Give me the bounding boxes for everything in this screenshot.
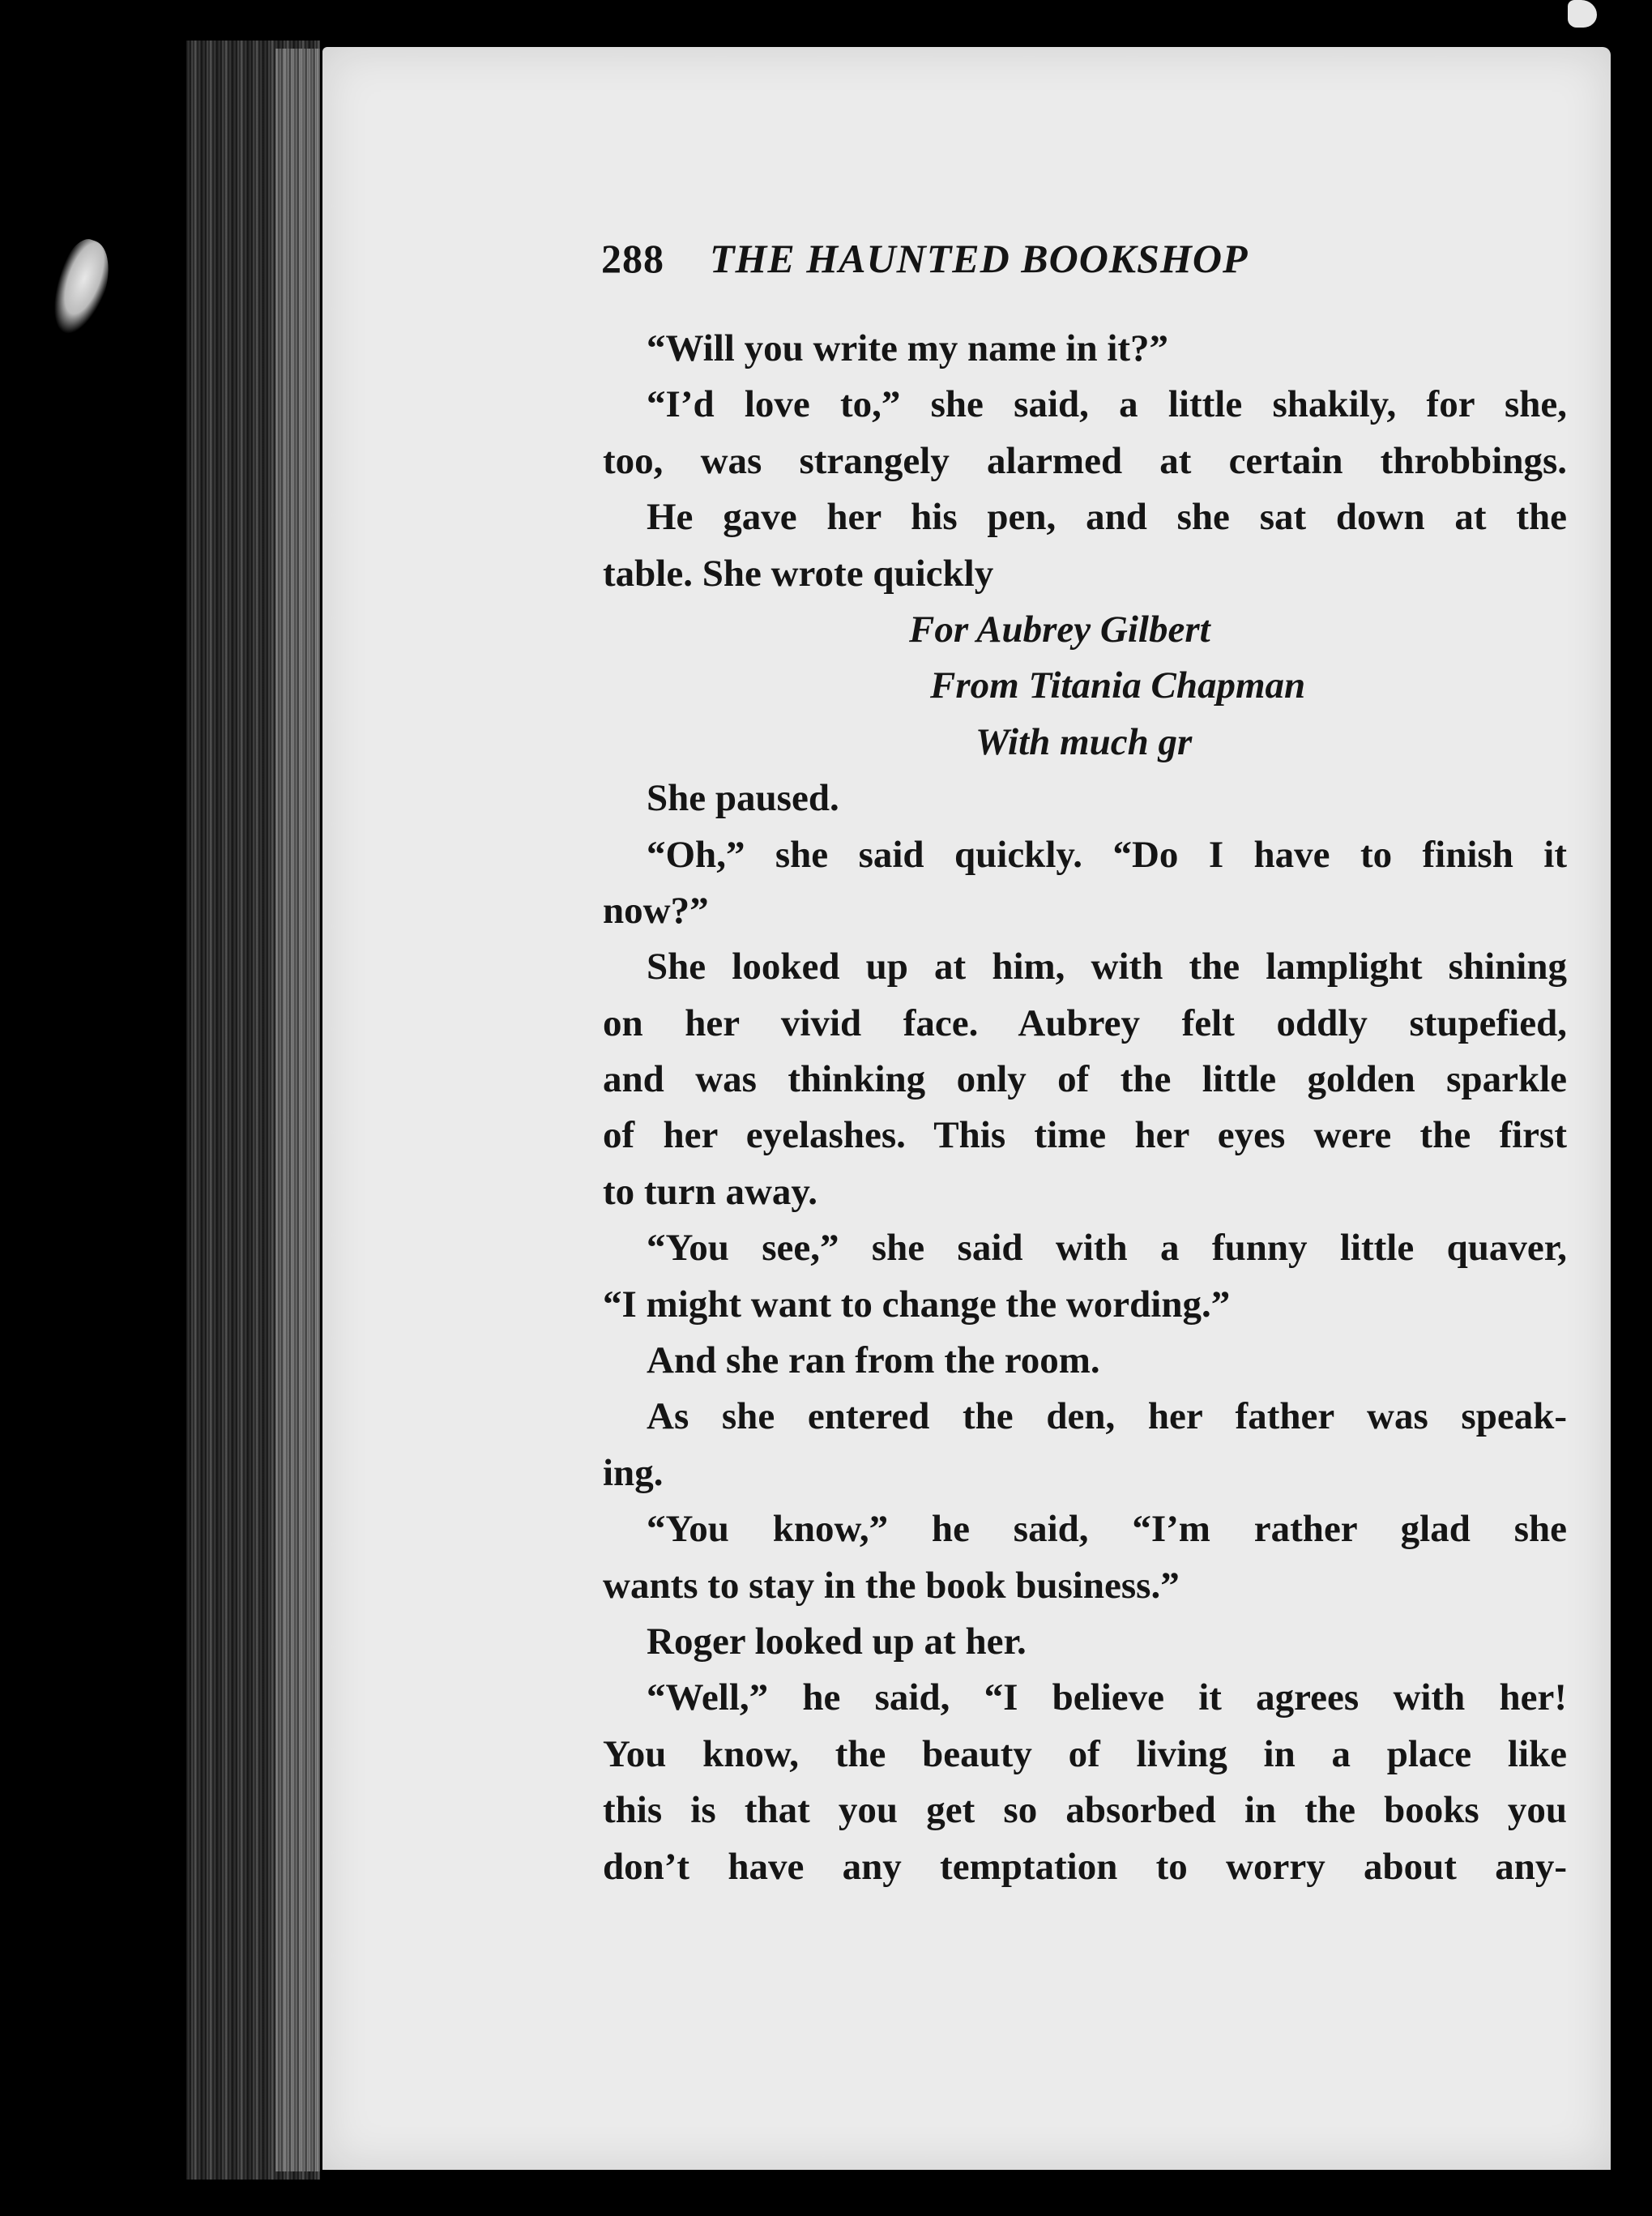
inscription-line: From Titania Chapman xyxy=(930,664,1306,707)
inscription-line: With much gr xyxy=(975,720,1193,763)
text-line: on her vivid face. Aubrey felt oddly stupefied, xyxy=(603,1001,1567,1044)
page-number: 288 xyxy=(601,236,664,281)
body-text xyxy=(603,321,1567,1895)
inscription-line: For Aubrey Gilbert xyxy=(909,608,1210,651)
text-line: now?” xyxy=(603,889,709,932)
scan-corner-mark xyxy=(1568,0,1597,28)
text-line: “Will you write my name in it?” xyxy=(647,327,1169,369)
scan-dust-speck xyxy=(41,233,120,341)
text-line: “I’d love to,” she said, a little shakily, for she, xyxy=(647,383,1567,426)
text-line: of her eyelashes. This time her eyes were the first xyxy=(603,1114,1567,1157)
text-line: this is that you get so absorbed in the books you xyxy=(603,1789,1567,1832)
text-line: “You see,” she said with a funny little quaver, xyxy=(647,1227,1567,1270)
text-line: “Oh,” she said quickly. “Do I have to finish it xyxy=(647,833,1567,876)
text-line: ing. xyxy=(603,1451,664,1494)
text-line: Roger looked up at her. xyxy=(647,1620,1027,1663)
text-line: to turn away. xyxy=(603,1170,818,1213)
text-line: As she entered the den, her father was speak- xyxy=(647,1395,1567,1438)
text-line: wants to stay in the book business.” xyxy=(603,1564,1180,1607)
text-line: “I might want to change the wording.” xyxy=(603,1283,1231,1326)
text-line: and was thinking only of the little golden sparkle xyxy=(603,1058,1567,1101)
text-line: She looked up at him, with the lamplight shining xyxy=(647,946,1567,988)
text-line: And she ran from the room. xyxy=(647,1339,1100,1382)
running-title: THE HAUNTED BOOKSHOP xyxy=(710,236,1249,281)
text-line: table. She wrote quickly xyxy=(603,552,994,595)
text-line: “Well,” he said, “I believe it agrees with her! xyxy=(647,1676,1567,1719)
text-line: He gave her his pen, and she sat down at the xyxy=(647,496,1567,539)
book-page-edges-highlight xyxy=(275,49,320,2171)
text-line: You know, the beauty of living in a place like xyxy=(603,1732,1567,1775)
text-line: She paused. xyxy=(647,777,839,820)
page-header xyxy=(601,235,1573,292)
text-line: “You know,” he said, “I’m rather glad she xyxy=(647,1508,1567,1551)
text-line: don’t have any temptation to worry about any- xyxy=(603,1845,1567,1888)
text-line: too, was strangely alarmed at certain throbbings. xyxy=(603,439,1567,482)
